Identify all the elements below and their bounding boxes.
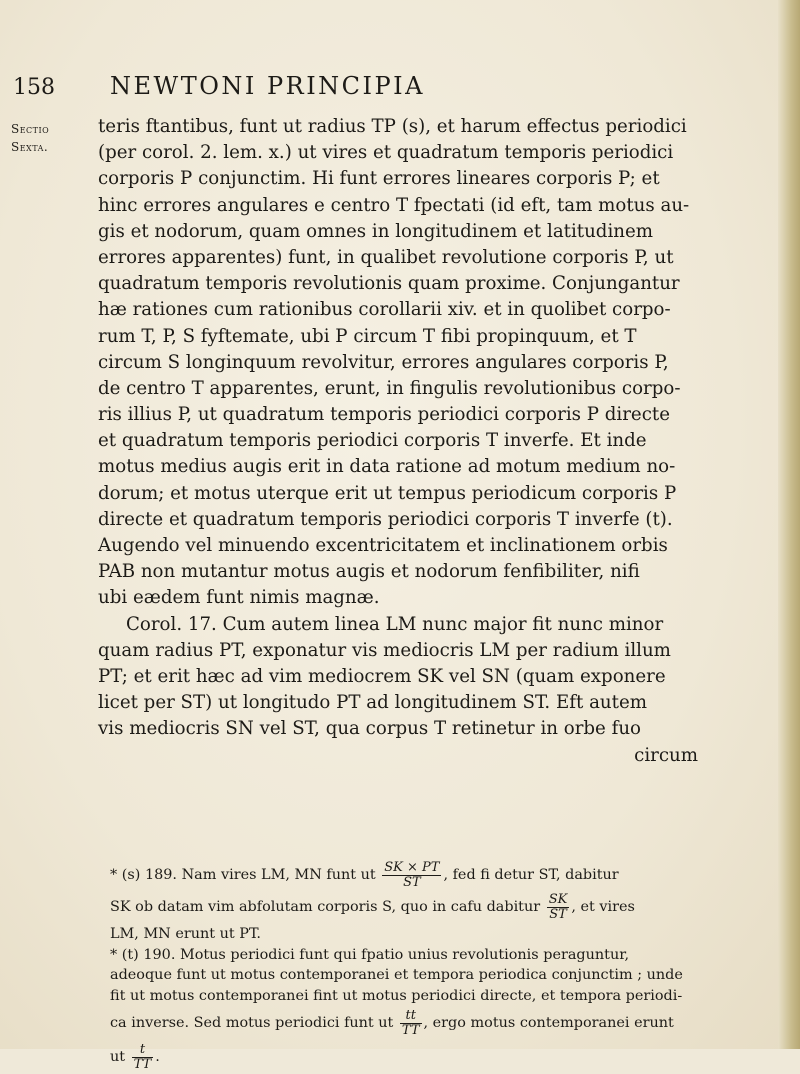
text-line: PT; et erit hæc ad vim mediocrem SK vel SN (quam exponere [98, 665, 666, 687]
footnotes [110, 860, 700, 1074]
text-line: ris illius P, ut quadratum temporis periodici corporis P directe [98, 404, 670, 426]
text-line: (per corol. 2. lem. x.) ut vires et quadratum temporis periodici [98, 142, 674, 164]
footnote-s-line-1: * (s) 189. Nam vires LM, MN funt ut $\frac{SK \times PT}{ST}$ , fed fi detur ST, dabitur [110, 859, 619, 890]
text-line: vis mediocris SN vel ST, qua corpus T retinetur in orbe fuo [98, 718, 641, 740]
text-line: hæ rationes cum rationibus corollarii xiv. et in quolibet corpo- [98, 299, 671, 321]
footnote-t-line-4: ca inverse. Sed motus periodici funt ut $\frac{tt}{TT}$ , ergo motus contemporanei erunt [110, 1007, 674, 1038]
footnote-s-line-2: SK ob datam vim abfolutam corporis S, quo in cafu dabitur $\frac{SK}{ST}$ , et vires [110, 891, 635, 922]
text-line: corporis P conjunctim. Hi funt errores lineares corporis P; et [98, 168, 660, 190]
text-line: licet per ST) ut longitudo PT ad longitudinem ST. Eft autem [98, 692, 647, 714]
text-line: ubi eædem funt nimis magnæ. [98, 587, 380, 609]
fraction-sk-pt-over-st: $\frac{SK \times PT}{ST}$ [384, 859, 440, 890]
margin-note [11, 120, 49, 156]
text-line: directe et quadratum temporis periodici corporis T inverfe (t). [98, 508, 673, 530]
page-edge [778, 0, 800, 1049]
fraction-t-over-TT: $\frac{t}{TT}$ [133, 1041, 152, 1072]
page-number: 158 [13, 75, 55, 100]
footnote-t-line-3: fit ut motus contemporanei fint ut motus periodici directe, et tempora periodi- [110, 987, 683, 1004]
margin-note-line: Sectio [11, 122, 50, 136]
text-line: rum T, P, S fyftemate, ubi P circum T fibi propinquum, et T [98, 325, 637, 347]
running-head: NEWTONI PRINCIPIA [110, 72, 425, 100]
text-line: teris ftantibus, funt ut radius TP (s), et harum effectus periodici [98, 116, 687, 137]
fraction-sk-over-st: $\frac{SK}{ST}$ [548, 891, 568, 922]
text-line: quam radius PT, exponatur vis mediocris LM per radium illum [98, 639, 671, 661]
text-line: hinc errores angulares e centro T fpectati (id eft, tam motus au- [98, 194, 690, 216]
fraction-tt-over-TT: $\frac{tt}{TT}$ [401, 1007, 420, 1038]
text-line: Corol. 17. Cum autem linea LM nunc major fit nunc minor [126, 613, 664, 635]
text-line: gis et nodorum, quam omnes in longitudinem et latitudinem [98, 220, 653, 242]
footnote-t-line-2: adeoque funt ut motus contemporanei et tempora periodica conjunctim ; unde [110, 967, 683, 983]
text-line: motus medius augis erit in data ratione ad motum medium no- [98, 456, 676, 478]
margin-note-line: Sexta. [11, 140, 49, 154]
text-line: errores apparentes) funt, in qualibet revolutione corporis P, ut [98, 246, 674, 268]
catchword: circum [634, 744, 698, 766]
text-line: quadratum temporis revolutionis quam proxime. Conjungantur [98, 273, 680, 295]
main-text [98, 114, 698, 769]
text-line: Augendo vel minuendo excentricitatem et inclinationem orbis [98, 535, 668, 556]
text-line: et quadratum temporis periodici corporis T inverfe. Et inde [98, 430, 647, 452]
footnote-s-line-3: LM, MN erunt ut PT. [110, 926, 261, 942]
footnote-t-line-5: ut $\frac{t}{TT}$ . [110, 1041, 160, 1072]
text-line: PAB non mutantur motus augis et nodorum fenfibiliter, nifi [98, 561, 640, 583]
text-line: circum S longinquum revolvitur, errores angulares corporis P, [98, 351, 669, 373]
footnote-t-line-1: * (t) 190. Motus periodici funt qui fpatio unius revolutionis peraguntur, [110, 946, 630, 963]
text-line: de centro T apparentes, erunt, in fingulis revolutionibus corpo- [98, 377, 681, 399]
text-line: dorum; et motus uterque erit ut tempus periodicum corporis P [98, 482, 677, 504]
